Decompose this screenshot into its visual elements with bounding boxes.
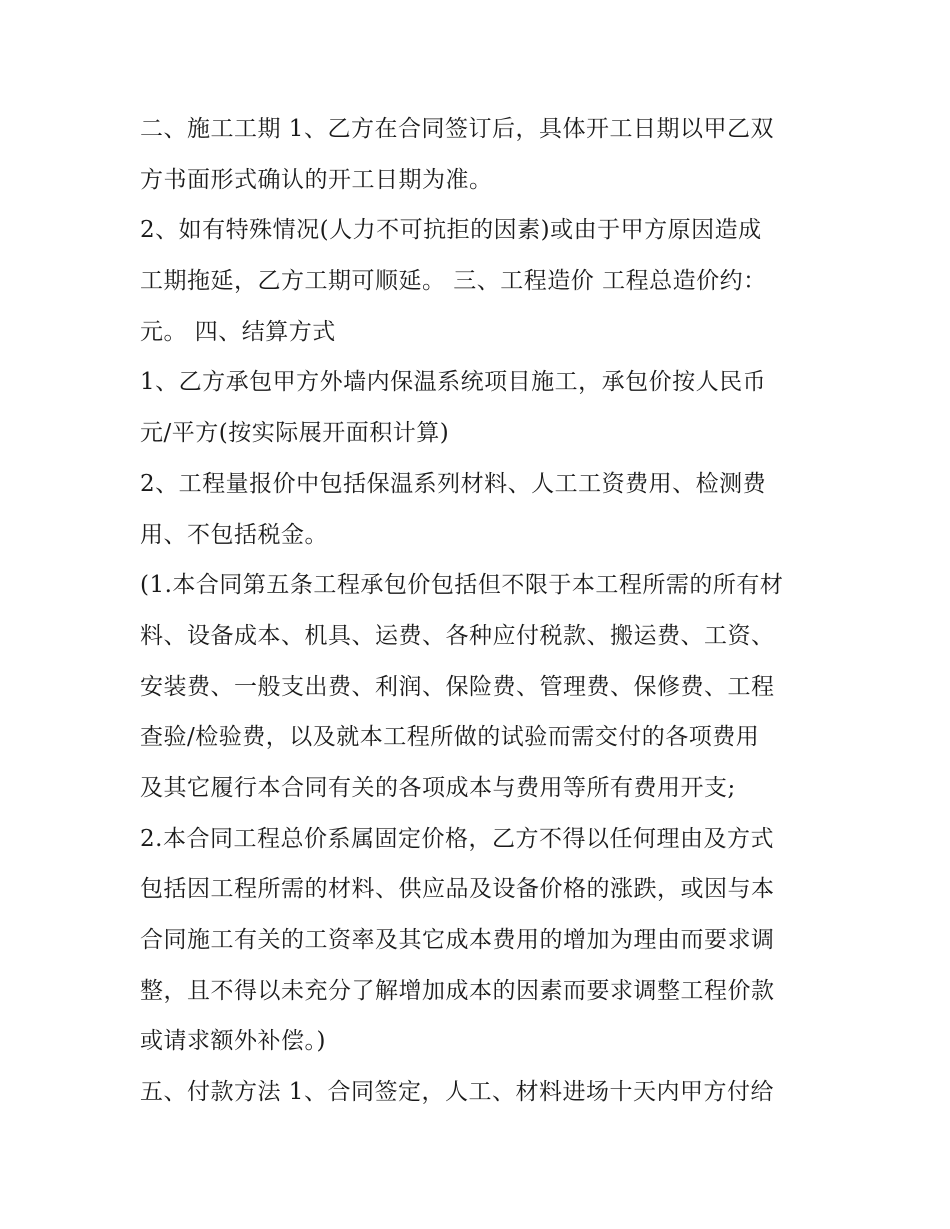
text-line: 查验/检验费，以及就本工程所做的试验而需交付的各项费用	[140, 724, 760, 751]
text-line: 二、施工工期 1、乙方在合同签订后，具体开工日期以甲乙双	[140, 116, 774, 142]
text-line: 元。 四、结算方式	[140, 318, 336, 345]
text-line: 整，且不得以未充分了解增加成本的因素而要求调整工程价款	[140, 977, 775, 1004]
text-line: 安装费、一般支出费、利润、保险费、管理费、保修费、工程	[140, 673, 775, 700]
text-line: 五、付款方法 1、合同签定，人工、材料进场十天内甲方付给	[140, 1079, 774, 1106]
text-line: 合同施工有关的工资率及其它成本费用的增加为理由而要求调	[140, 927, 775, 953]
text-line: 2、工程量报价中包括保温系列材料、人工工资费用、检测费	[140, 470, 767, 497]
text-line: 元/平方(按实际展开面积计算)	[140, 420, 450, 447]
text-line: 或请求额外补偿。)	[140, 1028, 326, 1055]
text-line: 2.本合同工程总价系属固定价格，乙方不得以任何理由及方式	[140, 825, 774, 852]
text-line: 工期拖延，乙方工期可顺延。 三、工程造价 工程总造价约：	[140, 268, 767, 295]
document-page	[140, 104, 820, 1118]
text-line: 2、如有特殊情况(人力不可抗拒的因素)或由于甲方原因造成	[140, 217, 762, 244]
text-line: 方书面形式确认的开工日期为准。	[140, 166, 493, 193]
text-line: (1.本合同第五条工程承包价包括但不限于本工程所需的所有材	[140, 572, 784, 599]
text-line: 包括因工程所需的材料、供应品及设备价格的涨跌，或因与本	[140, 876, 775, 903]
text-line: 用、不包括税金。	[140, 521, 328, 548]
text-line: 料、设备成本、机具、运费、各种应付税款、搬运费、工资、	[140, 622, 775, 649]
text-line: 1、乙方承包甲方外墙内保温系统项目施工，承包价按人民币	[140, 369, 767, 396]
text-line: 及其它履行本合同有关的各项成本与费用等所有费用开支;	[140, 774, 736, 801]
